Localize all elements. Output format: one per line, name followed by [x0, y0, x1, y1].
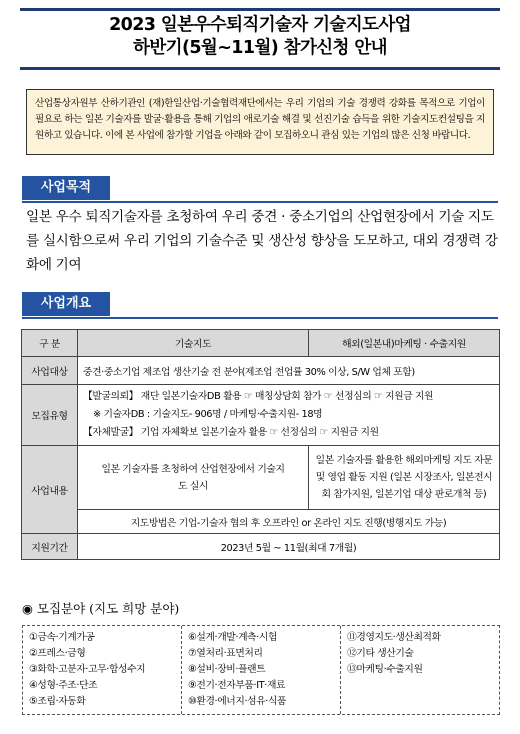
overview-section-header [22, 292, 498, 316]
purpose-section-label: 사업목적 [22, 176, 110, 200]
field-item: ③화학·고분자·고무·합성수지 [29, 664, 146, 675]
header-division: 구 분 [22, 330, 78, 357]
row-label-target: 사업대상 [22, 357, 78, 385]
recruit-label: 모집유형 [31, 411, 68, 422]
title-line-1: 2023 일본우수퇴직기술자 기술지도사업 [109, 15, 411, 35]
table-row-recruit [22, 385, 500, 446]
row-label-recruit [22, 385, 78, 446]
table-row-period [22, 534, 500, 560]
table-header-row [22, 330, 500, 357]
page-title [20, 14, 500, 60]
field-item: ⑧설비·장비·플랜트 [188, 664, 266, 675]
title-bottom-rule [20, 67, 500, 70]
fields-box [22, 625, 500, 715]
content-marketing: 일본 기술자를 활용한 해외마케팅 지도 자문 및 영업 활동 지원 (일본 시장조사, 일본전시회 참가지원, 일본기업 대상 판로개척 등) [309, 446, 500, 510]
table-row-content [22, 446, 500, 510]
method-text: 지도방법은 기업-기술자 협의 후 오프라인 or 온라인 지도 진행(병행지도 가능) [78, 510, 500, 534]
recruit-line-2: ※ 기술자DB : 기술지도- 906명 / 마케팅·수출지원- 18명 [93, 409, 323, 420]
purpose-text: 일본 우수 퇴직기술자를 초청하여 우리 중견 · 중소기업의 산업현장에서 기술 지도를 실시함으로써 우리 기업의 기술수준 및 생산성 향상을 도모하고, 대외 경쟁력 강화에 기여 [26, 209, 498, 273]
field-item: ⑥설계·개발·계측·시험 [188, 632, 278, 643]
fields-column-2 [181, 626, 340, 714]
field-item: ①금속·기계가공 [29, 632, 95, 643]
header-marketing: 해외(일본내)마케팅 · 수출지원 [309, 330, 500, 357]
field-item: ⑩환경·에너지·섬유·식품 [188, 696, 287, 707]
title-top-rule [20, 8, 500, 11]
field-item: ⑪경영지도·생산최적화 [347, 632, 441, 643]
field-item: ⑬마케팅·수출지원 [347, 664, 423, 675]
recruit-content [78, 385, 500, 446]
table-row-method [22, 510, 500, 534]
overview-section-label: 사업개요 [22, 292, 110, 316]
recruit-line-1: 【발굴의뢰】 재단 일본기술자DB 활용 ☞ 매칭상담회 참가 ☞ 선정심의 ☞ 지원금 지원 [83, 391, 434, 402]
overview-section-rule [22, 317, 498, 319]
row-label-content: 사업내용 [22, 446, 78, 534]
intro-box: 산업통상자원부 산하기관인 (재)한일산업·기술협력재단에서는 우리 기업의 기술 경쟁력 강화를 목적으로 기업이 필요로 하는 일본 기술자를 발굴·활용을 통해 기업의 애로기술 해결 및 선진기술 습득을 위한 기술지도컨설팅을 지원하고 있습니다. 이에 본 사업에 참가할 기업을 아래와 같이 모집하오니 관심 있는 기업의 많은 신청 바랍니다. [26, 89, 494, 155]
overview-table [21, 329, 500, 560]
field-item: ⑫기타 생산기술 [347, 648, 414, 659]
field-item: ⑨전기·전자부품·IT·재료 [188, 680, 286, 691]
title-line-2: 하반기(5월~11월) 참가신청 안내 [133, 38, 387, 58]
content-tech-guidance: 일본 기술자를 초청하여 산업현장에서 기술지도 실시 [78, 446, 309, 510]
field-item: ⑤조립·자동화 [29, 696, 86, 707]
fields-column-3 [340, 626, 499, 714]
table-row-target [22, 357, 500, 385]
recruit-line-3: 【자체발굴】 기업 자체확보 일본기술자 활용 ☞ 선정심의 ☞ 지원금 지원 [83, 427, 379, 438]
fields-title: ◉ 모집분야 (지도 희망 분야) [22, 601, 180, 616]
field-item: ④성형·주조·단조 [29, 680, 98, 691]
fields-column-1 [23, 626, 181, 714]
purpose-section-header [22, 176, 498, 200]
field-item: ⑦열처리·표면처리 [188, 648, 263, 659]
purpose-section-rule [22, 201, 498, 203]
target-text: 중견·중소기업 제조업 생산기술 전 분야(제조업 전업률 30% 이상, S/W 업체 포함) [78, 357, 500, 385]
period-text: 2023년 5월 ~ 11월(최대 7개월) [78, 534, 500, 560]
row-label-period: 지원기간 [22, 534, 78, 560]
header-tech-guidance: 기술지도 [78, 330, 309, 357]
field-item: ②프레스·금형 [29, 648, 86, 659]
